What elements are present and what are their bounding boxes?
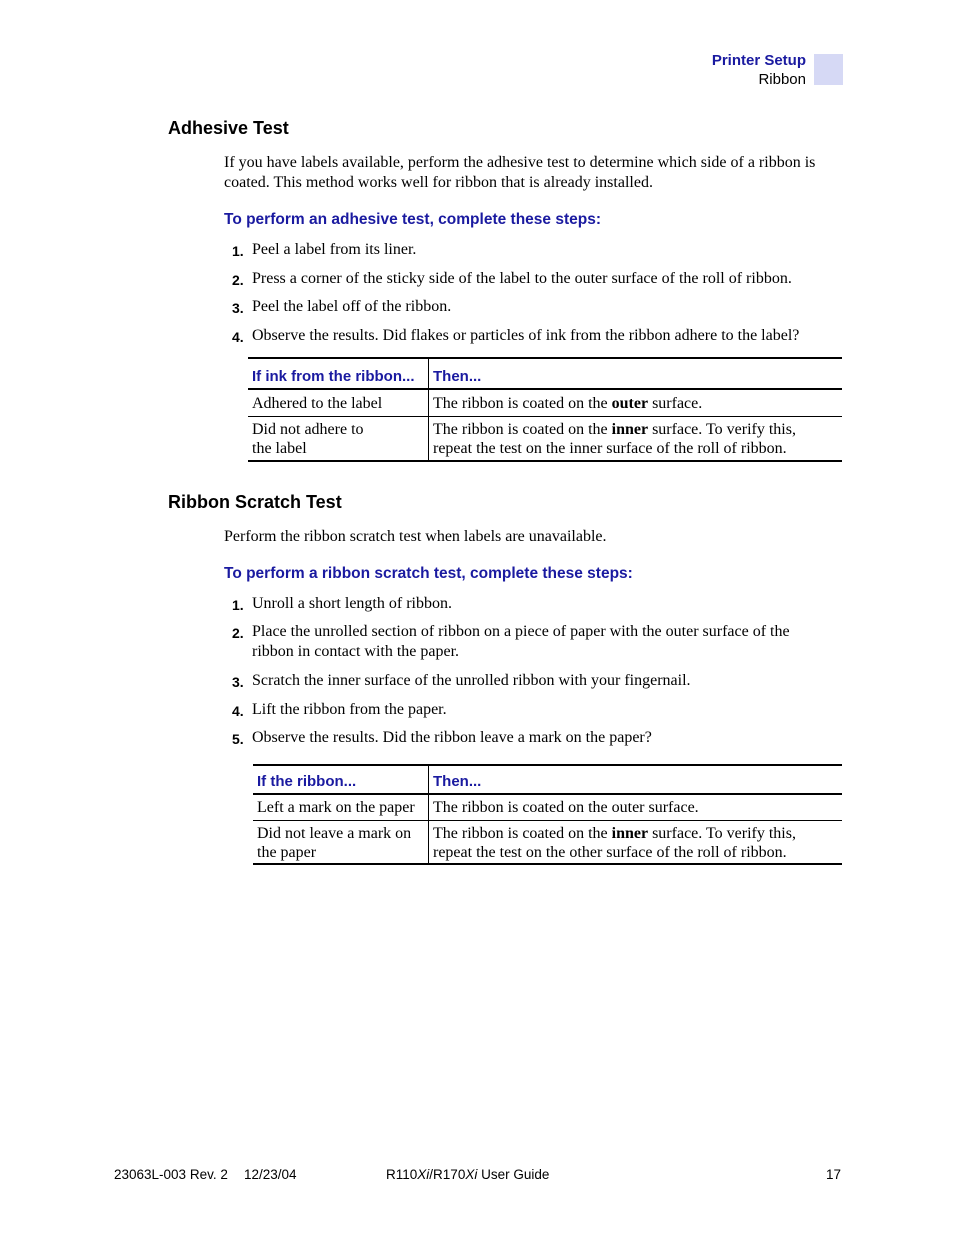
table-header-condition: If the ribbon... bbox=[257, 773, 357, 790]
running-header-title: Printer Setup bbox=[711, 52, 806, 69]
table-cell-result: The ribbon is coated on the outer surface. bbox=[433, 395, 703, 412]
adhesive-procedure-title: To perform an adhesive test, complete these steps: bbox=[224, 211, 601, 228]
table-cell-result: The ribbon is coated on the outer surface. bbox=[433, 799, 699, 816]
adhesive-intro-line1: If you have labels available, perform the adhesive test to determine which side of a ribbon is bbox=[224, 154, 816, 171]
footer-page-number: 17 bbox=[826, 1167, 842, 1182]
table-cell-condition: Did not adhere to the label bbox=[252, 420, 364, 457]
footer-date: 12/23/04 bbox=[244, 1167, 297, 1182]
table-header-row bbox=[248, 358, 842, 389]
table-row bbox=[248, 416, 842, 461]
table-header-result: Then... bbox=[433, 368, 482, 385]
table-header-condition: If ink from the ribbon... bbox=[252, 368, 415, 385]
step-number: 2. bbox=[232, 272, 244, 288]
scratch-procedure-title: To perform a ribbon scratch test, complete these steps: bbox=[224, 565, 633, 582]
step-number: 3. bbox=[232, 674, 244, 690]
step-number: 1. bbox=[232, 597, 244, 613]
table-cell-condition: Left a mark on the paper bbox=[257, 799, 415, 816]
step-number: 4. bbox=[232, 329, 244, 345]
step-number: 4. bbox=[232, 703, 244, 719]
scratch-results-table bbox=[253, 764, 842, 865]
step-text: Press a corner of the sticky side of the label to the outer surface of the roll of ribbon. bbox=[252, 270, 792, 287]
chapter-tab bbox=[814, 54, 843, 85]
table-cell-condition: Did not leave a mark on the paper bbox=[257, 824, 412, 861]
footer-guide-title: R110Xi/R170Xi User Guide bbox=[386, 1167, 550, 1182]
step-text: Scratch the inner surface of the unrolled ribbon with your fingernail. bbox=[252, 672, 691, 689]
step-text: Place the unrolled section of ribbon on a piece of paper with the outer surface of the ribbon in contact with the paper. bbox=[252, 623, 790, 660]
table-row bbox=[253, 794, 842, 820]
step-text: Observe the results. Did flakes or particles of ink from the ribbon adhere to the label? bbox=[252, 327, 800, 344]
section-heading-adhesive: Adhesive Test bbox=[168, 118, 289, 138]
adhesive-results-table bbox=[248, 357, 842, 462]
table-row bbox=[248, 389, 842, 416]
section-heading-scratch: Ribbon Scratch Test bbox=[168, 492, 342, 512]
running-header-subtitle: Ribbon bbox=[758, 71, 806, 88]
table-cell-result: The ribbon is coated on the inner surface. To verify this, repeat the test on the other surface of the roll of ribbon. bbox=[433, 824, 796, 861]
step-number: 5. bbox=[232, 731, 244, 747]
table-row bbox=[253, 820, 842, 864]
table-cell-result: The ribbon is coated on the inner surface. To verify this, repeat the test on the inner surface of the roll of ribbon. bbox=[433, 420, 796, 457]
scratch-intro: Perform the ribbon scratch test when labels are unavailable. bbox=[224, 528, 607, 545]
step-text: Observe the results. Did the ribbon leave a mark on the paper? bbox=[252, 729, 652, 746]
step-number: 1. bbox=[232, 243, 244, 259]
adhesive-intro bbox=[224, 153, 836, 193]
step-text: Peel the label off of the ribbon. bbox=[252, 298, 452, 315]
step-text: Lift the ribbon from the paper. bbox=[252, 701, 447, 718]
step-number: 2. bbox=[232, 625, 244, 641]
table-cell-condition: Adhered to the label bbox=[252, 395, 383, 412]
step-number: 3. bbox=[232, 300, 244, 316]
step-text: Peel a label from its liner. bbox=[252, 241, 417, 258]
table-header-result: Then... bbox=[433, 773, 482, 790]
adhesive-intro-line2: coated. This method works well for ribbon that is already installed. bbox=[224, 174, 653, 191]
step-text: Unroll a short length of ribbon. bbox=[252, 595, 452, 612]
footer-doc-id: 23063L-003 Rev. 2 bbox=[114, 1167, 228, 1182]
table-header-row bbox=[253, 765, 842, 794]
